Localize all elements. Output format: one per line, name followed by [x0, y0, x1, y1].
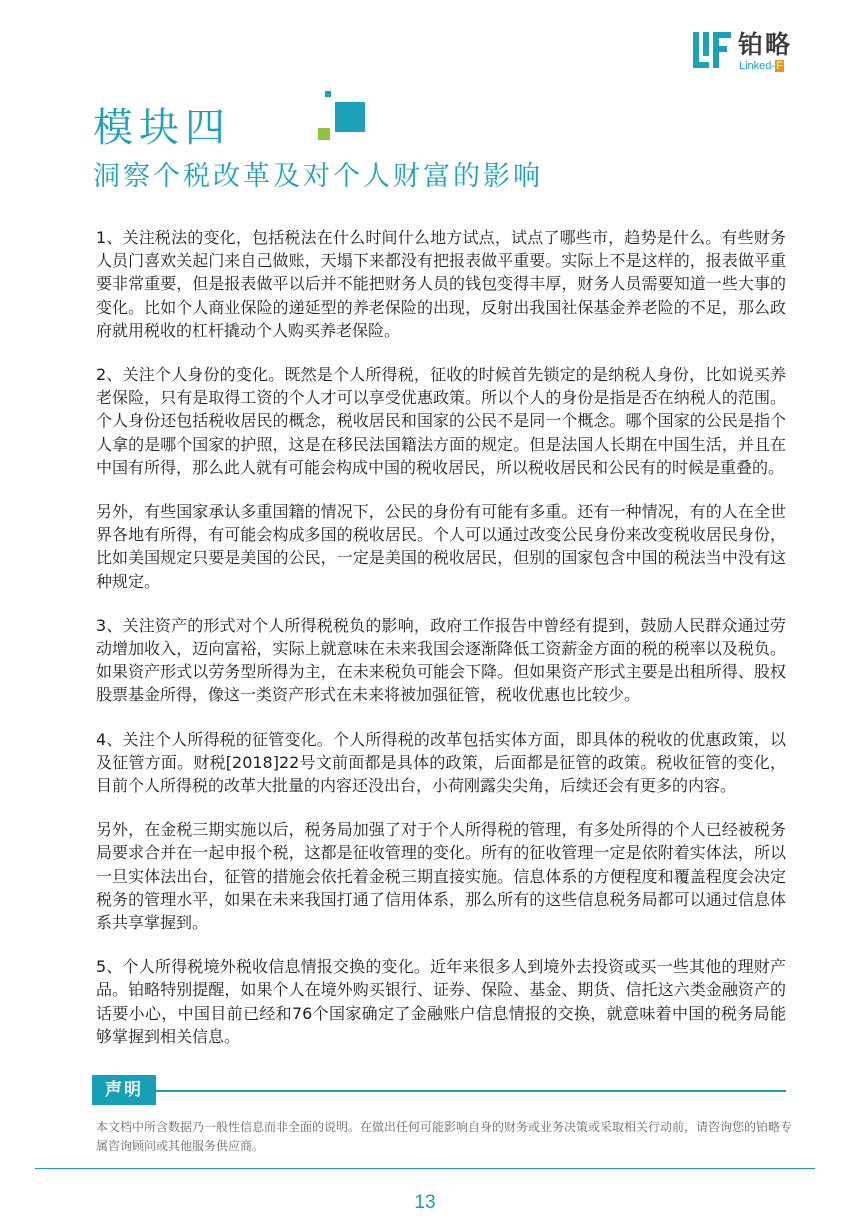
brand-subtitle-f: F: [776, 60, 783, 72]
declaration-text: 本文档中所含数据乃一般性信息而非全面的说明。在做出任何可能影响自身的财务或业务决策或采取相关行动前，请咨询您的铂略专属咨询顾问或其他服务供应商。: [96, 1120, 793, 1153]
footer-divider: [35, 1168, 815, 1169]
decor-square-green: [318, 128, 330, 140]
brand-name: 铂略: [738, 30, 793, 59]
decor-square-teal-large: [335, 102, 365, 132]
module-subtitle: 洞察个税改革及对个人财富的影响: [93, 161, 543, 192]
paragraph: 2、关注个人身份的变化。既然是个人所得税，征收的时候首先锁定的是纳税人身份，比如说买养老保险，只有是取得工资的个人才可以享受优惠政策。所以个人的身份是指是否在纳税人的范围。个人身份还包括税收居民的概念，税收居民和国家的公民不是同一个概念。哪个国家的公民是指个人拿的是哪个国家的护照，这是在移民法国籍法方面的规定。但是法国人长期在中国生活，并且在中国有所得，那么此人就有可能会构成中国的税收居民，所以税收居民和公民有的时候是重叠的。: [96, 365, 786, 477]
paragraph: 另外，在金税三期实施以后，税务局加强了对于个人所得税的管理，有多处所得的个人已经被税务局要求合并在一起申报个税，这都是征收管理的变化。所有的征收管理一定是依附着实体法，所以一旦实体法出台，征管的措施会依托着金税三期直接实施。信息体系的方便程度和覆盖程度会决定税务的管理水平，如果在未来我国打通了信用体系，那么所有的这些信息税务局都可以通过信息体系共享掌握到。: [96, 820, 786, 933]
paragraph: 5、个人所得税境外税收信息情报交换的变化。近年来很多人到境外去投资或买一些其他的理财产品。铂略特别提醒，如果个人在境外购买银行、证券、保险、基金、期货、信托这六类金融资产的话要小心，中国目前已经和76个国家确定了金融账户信息情报的交换，就意味着中国的税务局能够掌握到相关信息。: [96, 957, 786, 1046]
paragraph: 3、关注资产的形式对个人所得税税负的影响，政府工作报告中曾经有提到，鼓励人民群众通过劳动增加收入，迈向富裕，实际上就意味在未来我国会逐渐降低工资薪金方面的税的税率以及税负。如果资产形式以劳务型所得为主，在未来税负可能会下降。但如果资产形式主要是出租所得、股权股票基金所得，像这一类资产形式在未来将被加强征管，税收优惠也比较少。: [96, 615, 786, 705]
declaration-label: 声明: [92, 1075, 156, 1105]
decor-square-teal: [325, 91, 331, 97]
declaration-divider: [156, 1090, 786, 1092]
linked-f-logo-icon: [693, 32, 733, 70]
page-number: 13: [414, 1192, 436, 1213]
paragraph: 4、关注个人所得税的征管变化。个人所得税的改革包括实体方面，即具体的税收的优惠政策，以及征管方面。财税[2018]22号文前面都是具体的政策，后面都是征管的政策。税收征管的变化，目前个人所得税的改革大批量的内容还没出台，小荷刚露尖尖角，后续还会有更多的内容。: [96, 729, 786, 796]
article-body: [96, 226, 786, 1069]
brand-subtitle: [739, 60, 784, 72]
paragraph: 另外，有些国家承认多重国籍的情况下，公民的身份有可能有多重。还有一种情况，有的人在全世界各地有所得，有可能会构成多国的税收居民。个人可以通过改变公民身份来改变税收居民身份，比如美国规定只要是美国的公民，一定是美国的税收居民，但别的国家包含中国的税法当中没有这种规定。: [96, 502, 786, 591]
paragraph: 1、关注税法的变化，包括税法在什么时间什么地方试点，试点了哪些市，趋势是什么。有些财务人员门喜欢关起门来自己做账，天塌下来都没有把报表做平重要。实际上不是这样的，报表做平重要非常重要，但是报表做平以后并不能把财务人员的钱包变得丰厚，财务人员需要知道一些大事的变化。比如个人商业保险的递延型的养老保险的出现，反射出我国社保基金养老险的不足，那么政府就用税收的杠杆撬动个人购买养老保险。: [96, 228, 786, 340]
brand-subtitle-prefix: Linked-: [739, 60, 776, 72]
module-title: 模块四: [93, 105, 231, 151]
brand-logo: [693, 30, 813, 74]
